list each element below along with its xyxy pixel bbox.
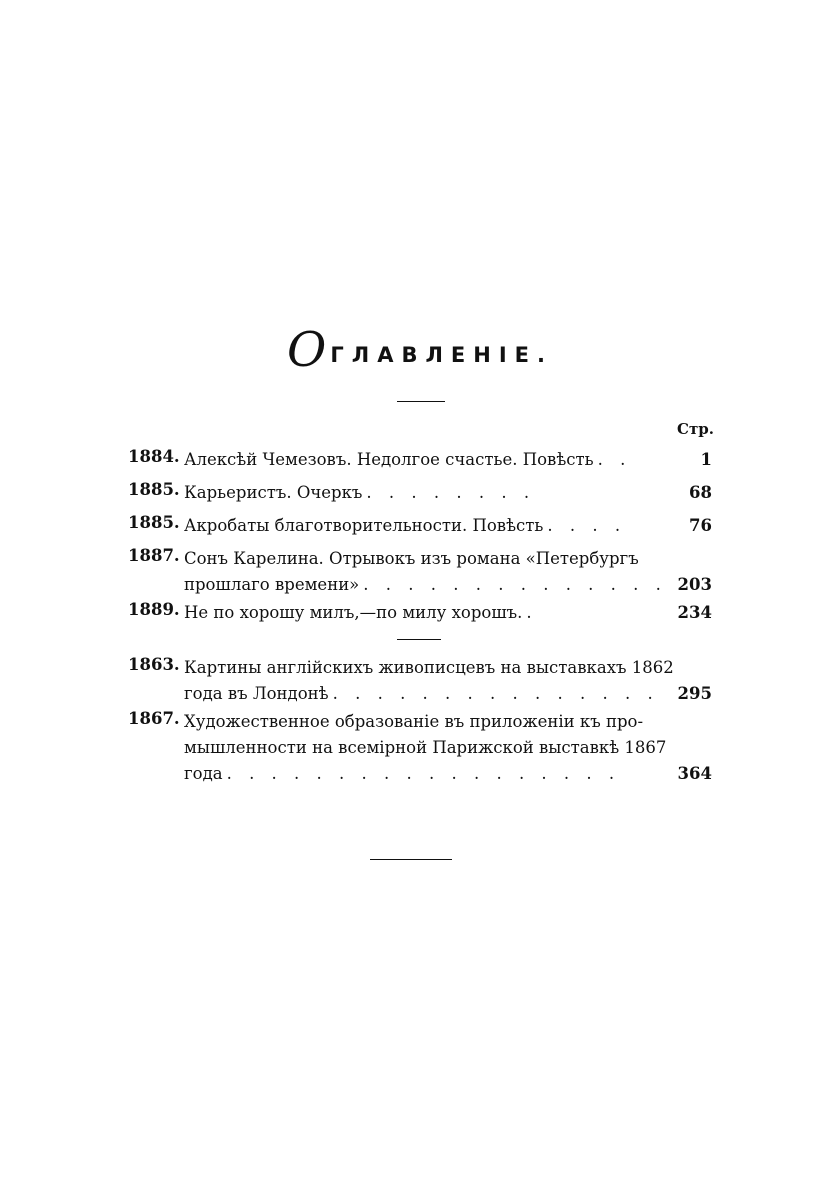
leader-dots: . — [526, 603, 538, 622]
entry-last-line — [184, 600, 712, 626]
entry-year: 1887. — [128, 546, 180, 565]
leader-dots: . . . . — [547, 516, 627, 535]
entry-page-number: 295 — [677, 684, 712, 703]
entry-body — [184, 655, 712, 707]
entry-title: Не по хорошу милъ,—по милу хорошъ. — [184, 603, 523, 622]
entry-last-line — [184, 681, 712, 707]
leader-dots: . . — [597, 450, 632, 469]
entry-page-number: 364 — [677, 764, 712, 783]
entry-title-line: Сонъ Карелина. Отрывокъ изъ романа «Петербургъ — [184, 549, 639, 568]
entry-page-number: 68 — [689, 483, 712, 502]
leader-dots: . . . . . . . . . . . . . . — [363, 575, 667, 594]
title-rest: ГЛАВЛЕНІЕ. — [330, 343, 553, 367]
page-column-label: Стр. — [677, 420, 714, 438]
entry-title: Алексѣй Чемезовъ. Недолгое счастье. Повѣсть — [184, 450, 594, 469]
title-divider — [397, 401, 445, 402]
page-title — [0, 322, 840, 378]
entry-body — [184, 600, 712, 626]
entry-title: прошлаго времени» — [184, 575, 360, 594]
entry-year: 1885. — [128, 513, 180, 532]
entry-title: года въ Лондонѣ — [184, 684, 329, 703]
entry-body — [184, 447, 712, 473]
leader-dots: . . . . . . . . . . . . . . . — [332, 684, 659, 703]
entry-body — [184, 480, 712, 506]
entry-page-number: 234 — [677, 603, 712, 622]
entry-title-line: Картины англійскихъ живописцевъ на выставкахъ 1862 — [184, 658, 674, 677]
entry-body — [184, 513, 712, 539]
entry-body — [184, 546, 712, 598]
entry-page-number: 1 — [700, 450, 712, 469]
entry-title-line: мышленности на всемірной Парижской выставкѣ 1867 — [184, 738, 667, 757]
entry-title: Акробаты благотворительности. Повѣсть — [184, 516, 544, 535]
entry-year: 1889. — [128, 600, 180, 619]
title-initial: О — [287, 322, 327, 378]
entry-year: 1884. — [128, 447, 180, 466]
entry-year: 1867. — [128, 709, 180, 728]
entry-last-line — [184, 480, 712, 506]
section-divider — [397, 639, 441, 640]
entry-last-line — [184, 761, 712, 787]
entry-page-number: 76 — [689, 516, 712, 535]
end-divider — [370, 859, 452, 860]
entry-body — [184, 709, 712, 787]
leader-dots: . . . . . . . . . . . . . . . . . . — [226, 764, 621, 783]
entry-title: года — [184, 764, 223, 783]
entry-title-line: Художественное образованіе въ приложеніи къ про- — [184, 712, 644, 731]
leader-dots: . . . . . . . . — [366, 483, 536, 502]
entry-last-line — [184, 447, 712, 473]
entry-last-line — [184, 513, 712, 539]
entry-page-number: 203 — [677, 575, 712, 594]
entry-last-line — [184, 572, 712, 598]
entry-year: 1885. — [128, 480, 180, 499]
entry-title: Карьеристъ. Очеркъ — [184, 483, 363, 502]
entry-year: 1863. — [128, 655, 180, 674]
